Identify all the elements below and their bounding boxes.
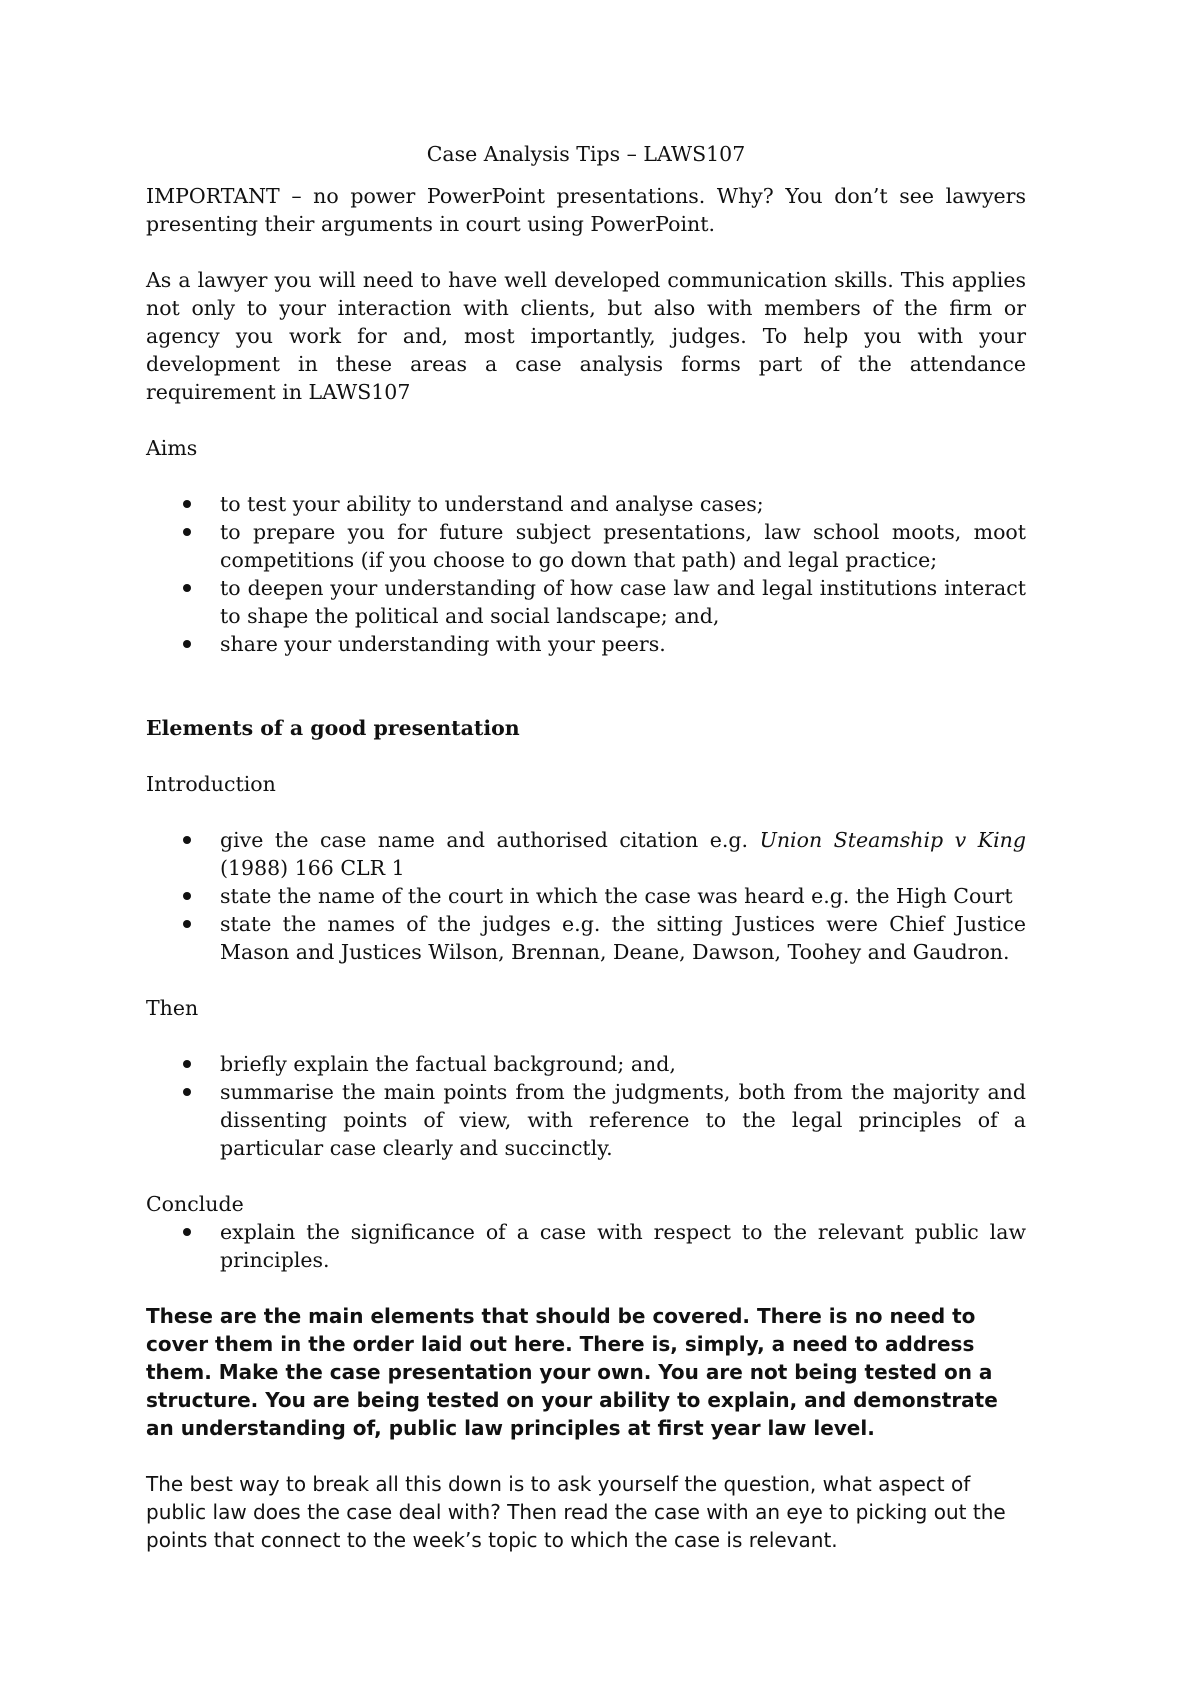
- list-item: explain the significance of a case with respect to the relevant public law principles.: [146, 1218, 1026, 1274]
- bullet-icon: [183, 500, 191, 508]
- case-name: Union Steamship v King: [759, 828, 1026, 852]
- final-paragraph: The best way to break all this down is to ask yourself the question, what aspect of public law does the case deal with? Then read the case with an eye to picking out the points that connect to the week’s topic to which the case is relevant.: [146, 1472, 1006, 1552]
- then-heading: Then: [146, 996, 199, 1020]
- closing-bold-paragraph: These are the main elements that should be covered. There is no need to cover them in the order laid out here. There is, simply, a need to address them. Make the case presentation your own. You are not being tested on a structure. You are being tested on your ability to explain, and demonstrate an understanding of, public law principles at first year law level.: [146, 1304, 998, 1440]
- important-note: IMPORTANT – no power PowerPoint presentations. Why? You don’t see lawyers presenting their arguments in court using PowerPoint.: [146, 184, 1026, 236]
- conclude-heading: Conclude: [146, 1192, 244, 1216]
- elements-heading: Elements of a good presentation: [146, 716, 520, 740]
- then-list: [146, 1050, 1026, 1162]
- list-item: to deepen your understanding of how case law and legal institutions interact to shape the political and social landscape; and,: [146, 574, 1026, 630]
- conclude-list: [146, 1218, 1026, 1274]
- bullet-icon: [183, 1060, 191, 1068]
- list-item: to prepare you for future subject presentations, law school moots, moot competitions (if you choose to go down that path) and legal practice;: [146, 518, 1026, 574]
- bullet-icon: [183, 836, 191, 844]
- list-item: state the name of the court in which the case was heard e.g. the High Court: [146, 882, 1026, 910]
- intro-paragraph: As a lawyer you will need to have well developed communication skills. This applies not only to your interaction with clients, but also with members of the firm or agency you work for and, most importantly, judges. To help you with your development in these areas a case analysis forms part of the attendance requirement in LAWS107: [146, 268, 1026, 404]
- document-page: [146, 140, 1026, 1554]
- aims-heading: Aims: [146, 436, 198, 460]
- bullet-icon: [183, 640, 191, 648]
- introduction-heading: Introduction: [146, 772, 276, 796]
- list-item: briefly explain the factual background; and,: [146, 1050, 1026, 1078]
- introduction-list: [146, 826, 1026, 966]
- bullet-icon: [183, 1228, 191, 1236]
- list-item: summarise the main points from the judgments, both from the majority and dissenting points of view, with reference to the legal principles of a particular case clearly and succinctly.: [146, 1078, 1026, 1162]
- bullet-icon: [183, 528, 191, 536]
- list-item: share your understanding with your peers.: [146, 630, 1026, 658]
- list-item: to test your ability to understand and analyse cases;: [146, 490, 1026, 518]
- bullet-icon: [183, 892, 191, 900]
- bullet-icon: [183, 1088, 191, 1096]
- bullet-icon: [183, 584, 191, 592]
- bullet-icon: [183, 920, 191, 928]
- list-item: give the case name and authorised citation e.g. Union Steamship v King (1988) 166 CLR 1: [146, 826, 1026, 882]
- document-title: Case Analysis Tips – LAWS107: [426, 142, 746, 166]
- list-item: state the names of the judges e.g. the sitting Justices were Chief Justice Mason and Justices Wilson, Brennan, Deane, Dawson, Toohey and Gaudron.: [146, 910, 1026, 966]
- aims-list: [146, 490, 1026, 658]
